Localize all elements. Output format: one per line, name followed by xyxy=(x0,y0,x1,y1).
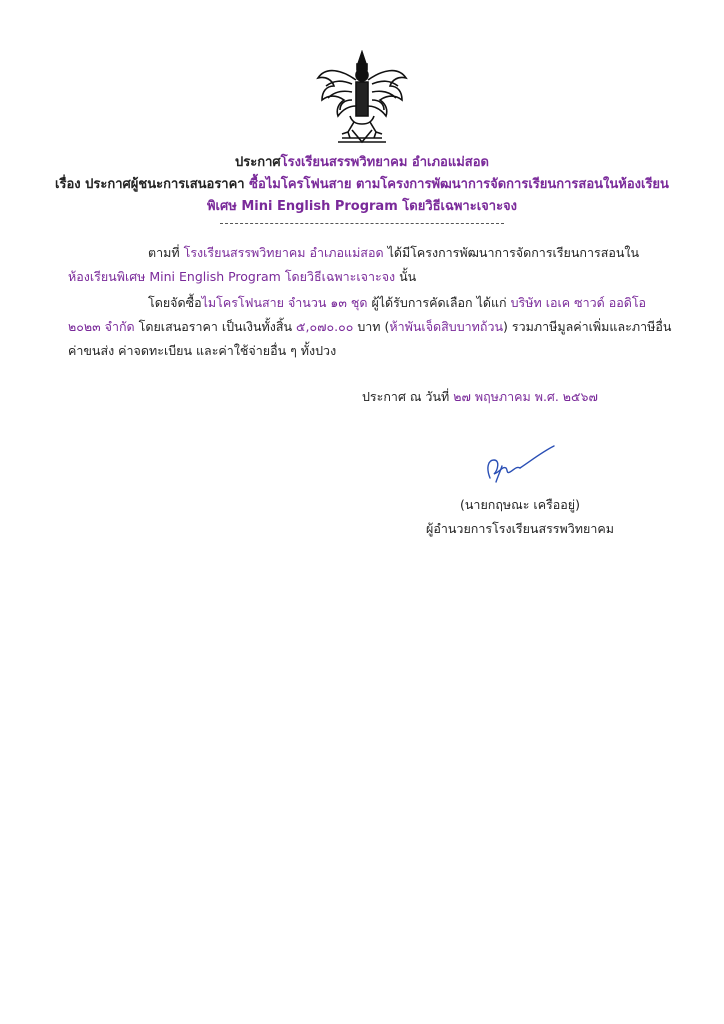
school-name: โรงเรียนสรรพวิทยาคม อำเภอแม่สอด xyxy=(280,155,489,170)
subject-item: ซื้อไมโครโฟนสาย ตามโครงการพัฒนาการจัดการเรียนการสอนในห้องเรียน xyxy=(249,177,669,192)
paragraph-1-line-2: ห้องเรียนพิเศษ Mini English Program โดยวิธีเฉพาะเจาะจง นั้น xyxy=(68,269,417,284)
paragraph-2-line-1: โดยจัดซื้อไมโครโฟนสาย จำนวน ๑๓ ชุด ผู้ได้รับการคัดเลือก ได้แก่ บริษัท เอเค ซาวด์ ออดิโอ xyxy=(148,295,647,310)
paragraph-2-line-3: ค่าขนส่ง ค่าจดทะเบียน และค่าใช้จ่ายอื่น ๆ ทั้งปวง xyxy=(68,343,337,358)
signer-position: ผู้อำนวยการโรงเรียนสรรพวิทยาคม xyxy=(426,521,614,536)
announce-date: ๒๗ พฤษภาคม พ.ศ. ๒๕๖๗ xyxy=(453,389,598,404)
signer-name: (นายกฤษณะ เครืออยู่) xyxy=(460,497,580,512)
announcement-title xyxy=(40,152,684,174)
announce-date-line: ประกาศ ณ วันที่ ๒๗ พฤษภาคม พ.ศ. ๒๕๖๗ xyxy=(362,389,598,404)
subject-prefix: เรื่อง ประกาศผู้ชนะการเสนอราคา xyxy=(55,177,245,192)
title-prefix: ประกาศ xyxy=(235,155,281,170)
garuda-emblem-icon xyxy=(312,50,412,150)
divider-dashed xyxy=(220,223,504,224)
announcement-subject-cont: พิเศษ Mini English Program โดยวิธีเฉพาะเจาะจง xyxy=(206,199,518,214)
handwritten-signature-icon xyxy=(476,438,556,488)
announcement-subject xyxy=(40,174,684,196)
paragraph-1-line-1: ตามที่ โรงเรียนสรรพวิทยาคม อำเภอแม่สอด ได้มีโครงการพัฒนาการจัดการเรียนการสอนใน xyxy=(148,245,640,260)
paragraph-2-line-2: ๒๐๒๓ จำกัด โดยเสนอราคา เป็นเงินทั้งสิ้น ๕,๐๗๐.๐๐ บาท (ห้าพันเจ็ดสิบบาทถ้วน) รวมภาษีมูลค่าเพิ่มและภาษีอื่น xyxy=(68,319,672,334)
